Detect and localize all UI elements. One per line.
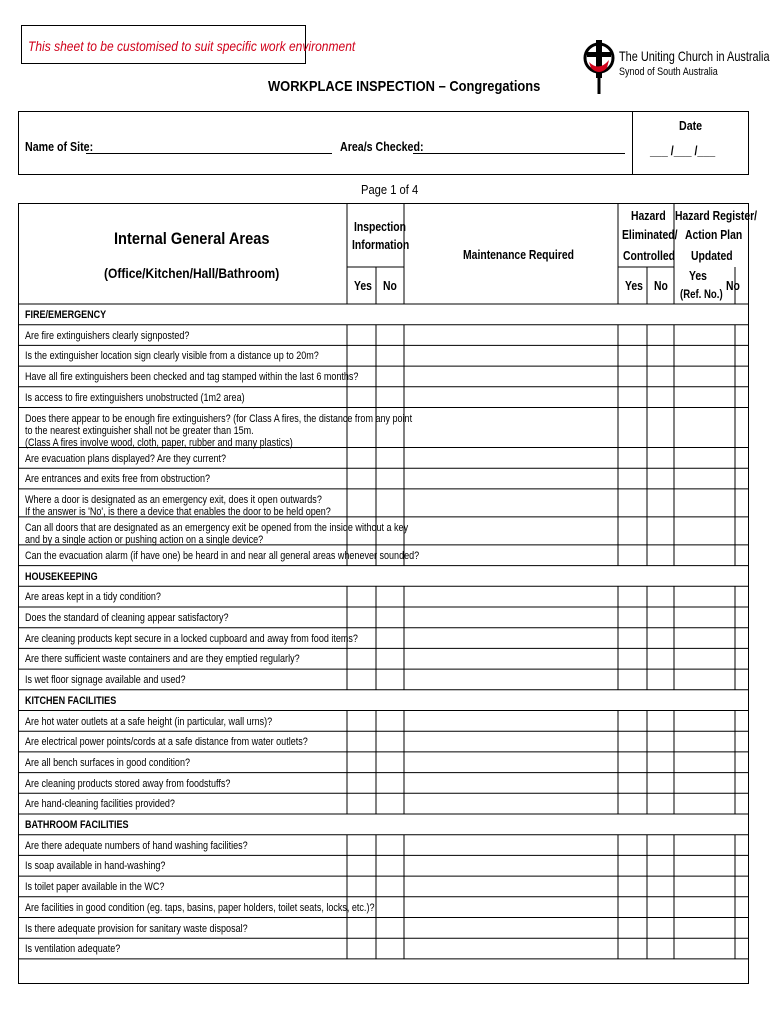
logo-synod-name: Synod of South Australia: [619, 66, 718, 78]
question-text: Are cleaning products stored away from foodstuffs?: [25, 777, 231, 790]
uniting-church-icon: [583, 38, 617, 96]
question-text: Is toilet paper available in the WC?: [25, 881, 165, 894]
register-header-line3: Updated: [691, 248, 733, 263]
register-yes-header: Yes: [689, 268, 707, 283]
question-text: Are fire extinguishers clearly signposted?: [25, 329, 190, 342]
page-title: WORKPLACE INSPECTION – Congregations: [268, 78, 541, 95]
hazard-header-line1: Hazard: [631, 208, 666, 223]
question-text: Are there sufficient waste containers and are they emptied regularly?: [25, 653, 300, 666]
question-text: Is the extinguisher location sign clearly visible from a distance up to 20m?: [25, 350, 319, 363]
question-text: Are evacuation plans displayed? Are they current?: [25, 452, 227, 465]
question-text: Are electrical power points/cords at a safe distance from water outlets?: [25, 736, 308, 749]
register-header-line2: Action Plan: [685, 227, 743, 242]
date-field[interactable]: ___ /___ /___: [650, 143, 716, 158]
question-text: Are areas kept in a tidy condition?: [25, 591, 161, 604]
inspection-no-header: No: [383, 278, 397, 293]
inspection-table: [18, 203, 758, 984]
customise-notice: [21, 25, 356, 64]
question-text: to the nearest extinguisher shall not be greater than 15m.: [25, 424, 254, 437]
area-title: Internal General Areas: [114, 229, 270, 248]
inspection-yes-header: Yes: [354, 278, 372, 293]
question-text: Is ventilation adequate?: [25, 943, 121, 956]
register-header-line1: Hazard Register/: [675, 208, 758, 223]
section-heading: FIRE/EMERGENCY: [25, 309, 107, 321]
question-text: Are hot water outlets at a safe height (in particular, wall urns)?: [25, 715, 273, 728]
area-subtitle: (Office/Kitchen/Hall/Bathroom): [104, 265, 280, 281]
inspection-header-line2: Information: [352, 237, 410, 252]
question-text: (Class A fires involve wood, cloth, paper, rubber and many plastics): [25, 436, 293, 449]
hazard-header-line2: Eliminated/: [622, 227, 678, 242]
areas-label: Area/s Checked:: [340, 139, 424, 154]
inspection-header-line1: Inspection: [354, 219, 407, 234]
date-label: Date: [679, 118, 703, 133]
register-ref-header: (Ref. No.): [680, 287, 723, 301]
hazard-yes-header: Yes: [625, 278, 643, 293]
maintenance-header: Maintenance Required: [463, 247, 574, 262]
logo-church-name: The Uniting Church in Australia: [619, 48, 770, 64]
hazard-header-line3: Controlled: [623, 248, 675, 263]
section-heading: KITCHEN FACILITIES: [25, 694, 117, 707]
question-text: Is there adequate provision for sanitary waste disposal?: [25, 922, 248, 935]
site-label: Name of Site:: [25, 139, 94, 154]
site-field[interactable]: [86, 153, 332, 154]
question-text: Can all doors that are designated as an emergency exit be opened from the inside without a key: [25, 521, 409, 534]
question-text: Does the standard of cleaning appear satisfactory?: [25, 612, 229, 624]
section-heading: BATHROOM FACILITIES: [25, 819, 129, 831]
question-text: Are there adequate numbers of hand washing facilities?: [25, 839, 248, 852]
register-no-header: No: [726, 278, 740, 293]
question-text: Can the evacuation alarm (if have one) be heard in and near all general areas whenever sounded?: [25, 549, 420, 562]
hazard-no-header: No: [654, 278, 668, 293]
question-text: and by a single action or pushing action on a single device?: [25, 533, 264, 546]
question-text: Are entrances and exits free from obstruction?: [25, 473, 211, 486]
church-logo: [583, 38, 770, 98]
question-text: Are all bench surfaces in good condition?: [25, 756, 190, 769]
page-number: Page 1 of 4: [361, 182, 419, 197]
question-text: Is soap available in hand-washing?: [25, 860, 166, 873]
question-text: Does there appear to be enough fire extinguishers? (for Class A fires, the distance from any point: [25, 412, 413, 425]
question-text: Are hand-cleaning facilities provided?: [25, 798, 175, 811]
question-text: Where a door is designated as an emergency exit, does it open outwards?: [25, 493, 322, 506]
question-text: Are facilities in good condition (eg. taps, basins, paper holders, toilet seats, locks, etc.)?: [25, 901, 375, 914]
customise-notice-text: This sheet to be customised to suit specific work environment: [28, 38, 356, 54]
section-heading: HOUSEKEEPING: [25, 570, 98, 583]
areas-field[interactable]: [413, 153, 625, 154]
question-text: Is access to fire extinguishers unobstructed (1m2 area): [25, 391, 245, 404]
question-text: Is wet floor signage available and used?: [25, 674, 186, 687]
question-text: Have all fire extinguishers been checked and tag stamped within the last 6 months?: [25, 371, 359, 384]
question-text: If the answer is 'No', is there a device that enables the door to be held open?: [25, 505, 331, 518]
question-text: Are cleaning products kept secure in a locked cupboard and away from food items?: [25, 632, 358, 645]
header-divider: [632, 111, 633, 175]
